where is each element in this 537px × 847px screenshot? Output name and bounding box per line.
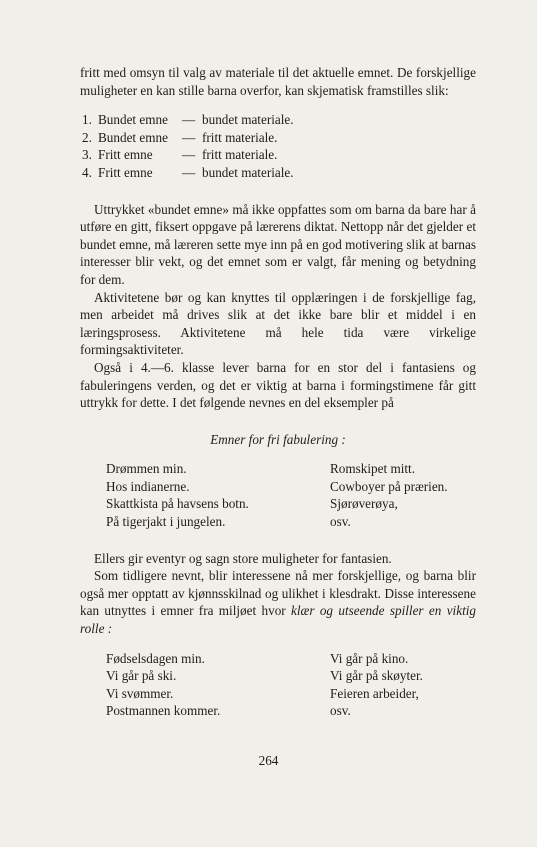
example-column-left xyxy=(80,460,330,530)
scheme-item xyxy=(82,164,476,182)
scheme-right: fritt materiale. xyxy=(202,147,278,163)
scheme-right: fritt materiale. xyxy=(202,129,278,145)
example-item: Vi går på kino. xyxy=(330,650,409,666)
example-item: osv. xyxy=(330,703,351,719)
body-text xyxy=(80,64,476,720)
scheme-item xyxy=(82,146,476,164)
scheme-number: 4. xyxy=(82,164,92,180)
scheme-item xyxy=(82,129,476,147)
example-item: Fødselsdagen min. xyxy=(106,650,205,666)
example-column-right xyxy=(330,460,476,530)
example-item: Sjørøverøya, xyxy=(330,496,398,512)
scheme-dash: — xyxy=(182,129,196,145)
example-list-miljo xyxy=(80,650,476,720)
section-heading: Emner for fri fabulering : xyxy=(210,431,346,447)
paragraph-bundet-emne: Uttrykket «bundet emne» må ikke oppfattes som om barna da bare har å utføre en gitt, fiksert oppgave på lærerens diktat. Nettopp når det gjelder et bundet emne, må læreren sette mye inn på en god motivering slik at barnas interesser blir vekt, og det emnet som er valgt, får mening og betydning for dem. xyxy=(80,201,476,287)
scheme-list xyxy=(80,111,476,181)
paragraph-interesser-text: Som tidligere nevnt, blir interessene nå mer forskjellige, og barna blir også mer opptatt av kjønnsskilnad og ulikhet i klesdrakt. Disse interessene kan utnyttes i emner fra miljøet hvor xyxy=(80,568,476,619)
scheme-number: 3. xyxy=(82,147,92,163)
paragraph-aktivitetene: Aktivitetene bør og kan knyttes til opplæringen i de forskjellige fag, men arbeidet må drives slik at det ikke bare blir et middel i en læringsprosess. Aktivitetene må hele tida være virkelige formingsaktiviteter. xyxy=(80,289,476,358)
paragraph-interesser-italic: klær og utseende spiller en viktig rolle : xyxy=(80,603,476,637)
example-item: Postmannen kommer. xyxy=(106,703,221,719)
scheme-dash: — xyxy=(182,147,196,163)
example-item: Drømmen min. xyxy=(106,461,187,477)
example-item: På tigerjakt i jungelen. xyxy=(106,514,226,530)
example-item: Vi svømmer. xyxy=(106,685,174,701)
scheme-left: Bundet emne xyxy=(98,112,168,128)
scheme-number: 2. xyxy=(82,129,92,145)
scheme-right: bundet materiale. xyxy=(202,112,294,128)
example-item: Feieren arbeider, xyxy=(330,685,419,701)
scheme-left: Fritt emne xyxy=(98,164,153,180)
example-column-right xyxy=(330,650,476,720)
scheme-number: 1. xyxy=(82,112,92,128)
scheme-right: bundet materiale. xyxy=(202,164,294,180)
example-list-fabulering xyxy=(80,460,476,530)
example-column-left xyxy=(80,650,330,720)
example-item: Cowboyer på prærien. xyxy=(330,478,448,494)
paragraph-eventyr: Ellers gir eventyr og sagn store muligheter for fantasien. xyxy=(94,550,392,566)
example-item: Vi går på ski. xyxy=(106,668,177,684)
scheme-dash: — xyxy=(182,112,196,128)
page-number: 264 xyxy=(258,753,279,768)
scheme-left: Bundet emne xyxy=(98,129,168,145)
intro-paragraph: fritt med omsyn til valg av materiale til det aktuelle emnet. De forskjellige muligheter en kan stille barna overfor, kan skjematisk framstilles slik: xyxy=(80,65,476,98)
example-item: osv. xyxy=(330,514,351,530)
example-item: Hos indianerne. xyxy=(106,478,190,494)
scheme-left: Fritt emne xyxy=(98,147,153,163)
scheme-item xyxy=(82,111,476,129)
example-item: Romskipet mitt. xyxy=(330,461,415,477)
paragraph-fantasi: Også i 4.—6. klasse lever barna for en stor del i fantasiens og fabuleringens verden, og det er viktig at barna i formingstimene får gitt uttrykk for dette. I det følgende nevnes en del eksempler på xyxy=(80,359,476,411)
example-item: Vi går på skøyter. xyxy=(330,668,423,684)
scheme-dash: — xyxy=(182,164,196,180)
paragraph-interesser xyxy=(80,567,476,637)
example-item: Skattkista på havsens botn. xyxy=(106,496,249,512)
